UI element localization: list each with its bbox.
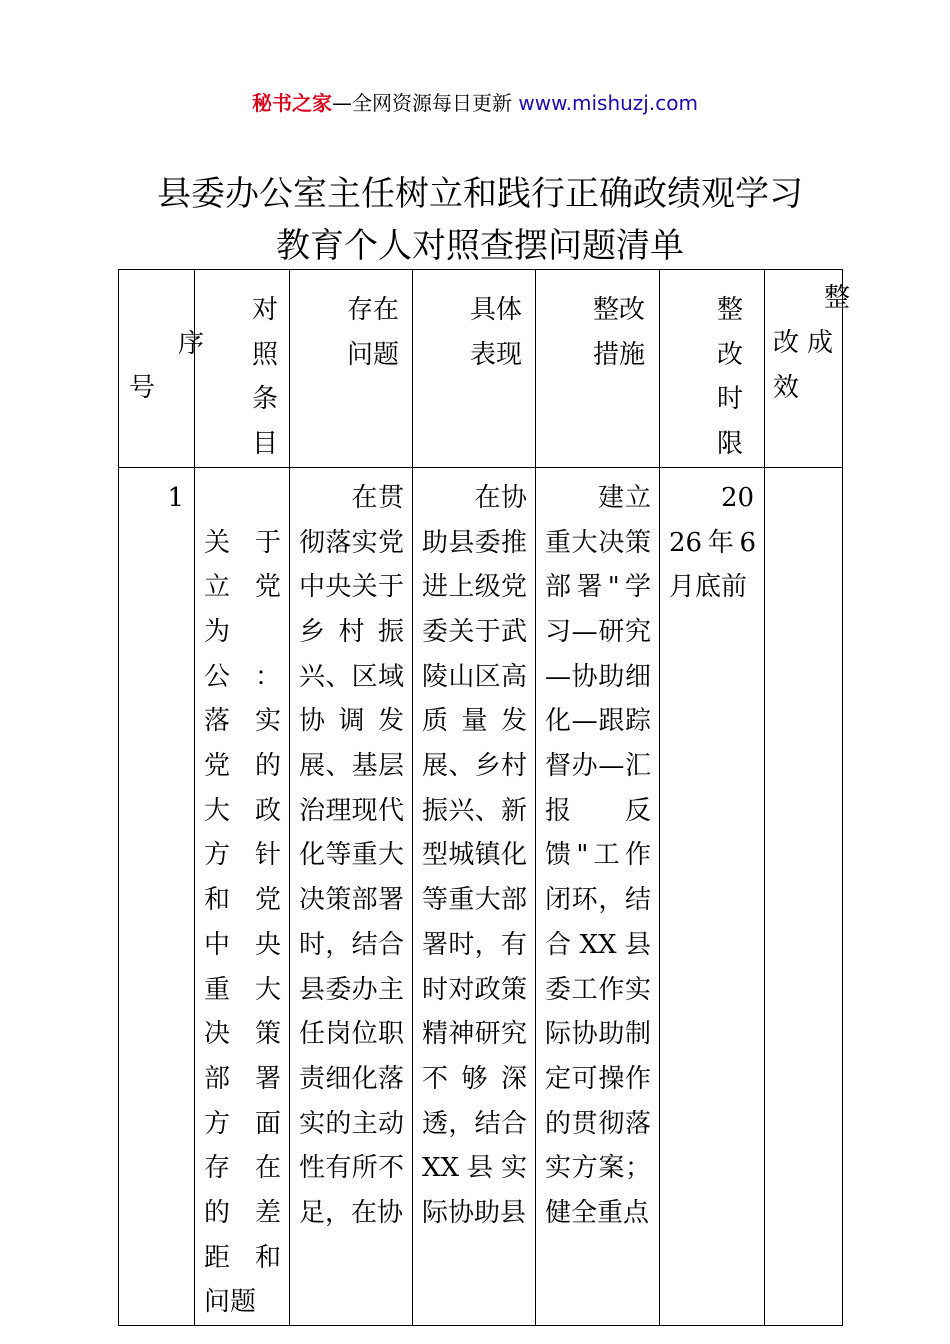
issue-list-table xyxy=(118,269,850,1326)
header-problem: 存在问题 xyxy=(290,270,413,468)
header-deadline: 整改时限 xyxy=(660,270,765,468)
row-manifestation: 在协助县委推进上级党委关于武陵山区高质量发展、乡村振兴、新型城镇化等重大部署时，有时对政策精神研究不够深透，结合XX县实际协助县 xyxy=(413,467,536,1325)
document-title xyxy=(120,168,840,272)
header-effect: 整 改成 效 xyxy=(765,270,843,468)
header-measures: 整改措施 xyxy=(536,270,660,468)
row-problem: 在贯彻落实党中央关于乡村振兴、区域协调发展、基层治理现代化等重大决策部署时，结合县委办主任岗位职责细化落实的主动性有所不足，在协 xyxy=(290,467,413,1325)
row-deadline: 2026年6月底前 xyxy=(660,467,765,1325)
header-index: 序 号 xyxy=(119,270,195,468)
title-line-2: 教育个人对照查摆问题清单 xyxy=(276,226,684,266)
header-manifestation: 具体表现 xyxy=(413,270,536,468)
row-index: 1 xyxy=(119,467,195,1325)
title-line-1: 县委办公室主任树立和践行正确政绩观学习 xyxy=(157,174,803,214)
site-url-link[interactable]: www.mishuzj.com xyxy=(518,91,698,115)
row-measures: 建立重大决策部署"学习—研究—协助细化—跟踪督办—汇报反馈"工作闭环，结合XX县委工作实际协助制定可操作的贯彻落实方案；健全重点 xyxy=(536,467,660,1325)
table-row xyxy=(119,467,843,1325)
header-item: 对照条目 xyxy=(195,270,290,468)
site-tagline: —全网资源每日更新 xyxy=(332,91,513,115)
site-brand: 秘书之家 xyxy=(252,91,333,115)
table-header-row xyxy=(119,270,843,468)
site-header xyxy=(0,88,950,118)
row-item: 关于立党为公：落实党的大政方针和党中央重大决策部署方面存在的差距和问题 xyxy=(195,467,290,1325)
row-effect xyxy=(765,467,843,1325)
